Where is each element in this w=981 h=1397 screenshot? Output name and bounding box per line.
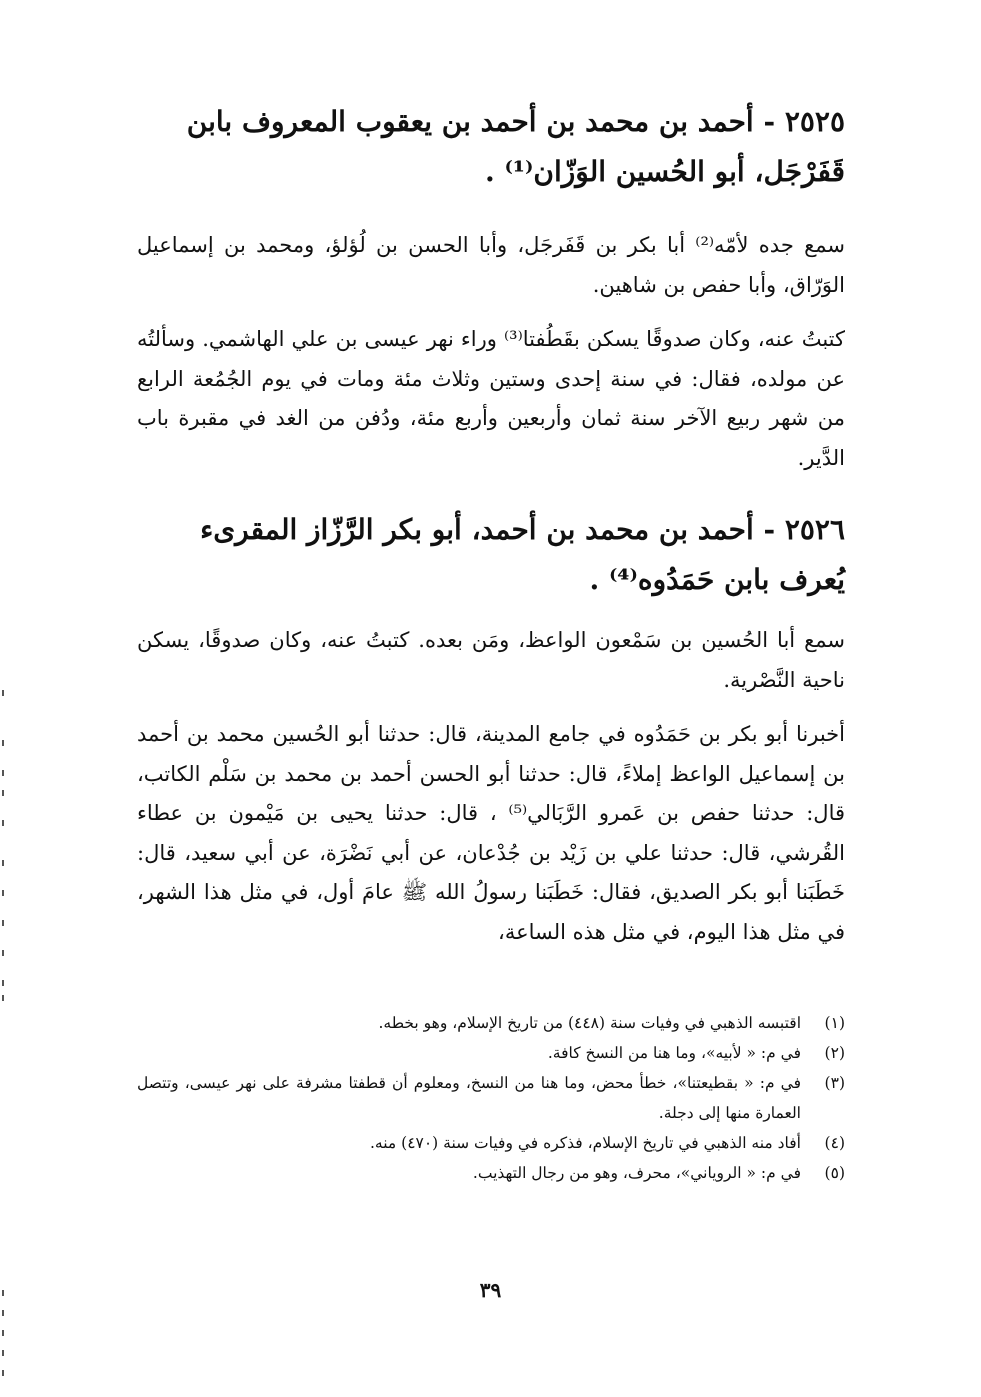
footnote-3 <box>137 1068 845 1128</box>
entry-2526-heading <box>137 505 845 605</box>
scan-mark <box>2 1310 4 1316</box>
footnote-text: أفاد منه الذهبي في تاريخ الإسلام، فذكره في وفيات سنة (٤٧٠) منه. <box>369 1134 801 1152</box>
footnote-number: (٣) <box>824 1074 845 1092</box>
entry-2525-heading-line1: ٢٥٢٥ - أحمد بن محمد بن أحمد بن يعقوب المعروف بابن <box>186 105 845 138</box>
scan-mark <box>2 920 4 926</box>
footnote-number: (١) <box>824 1014 845 1032</box>
scan-mark <box>2 950 4 956</box>
footnote-1 <box>137 1008 845 1038</box>
scan-mark <box>2 860 4 866</box>
entry-2525-heading <box>137 97 845 197</box>
scan-mark <box>2 740 4 746</box>
scan-mark <box>2 690 4 696</box>
page-number: ٣٩ <box>479 1278 502 1302</box>
scan-mark <box>2 790 4 796</box>
entry-2526-paragraph-1: سمع أبا الحُسين بن سَمْعون الواعظ، ومَن بعده. كتبتُ عنه، وكان صدوقًا، يسكن ناحية النَّصْرية. <box>137 628 845 692</box>
scan-mark <box>2 1290 4 1296</box>
entry-2526-paragraph-2: أخبرنا أبو بكر بن حَمَدُوه في جامع المدينة، قال: حدثنا أبو الحُسين محمد بن أحمد بن إسماعيل الواعظ إملاءً، قال: حدثنا أبو الحسن أحمد بن محمد بن سَلْم الكاتب، قال: حدثنا حفص بن عَمرو الرَّبَالي⁽⁵⁾ ، قال: حدثنا يحيى بن مَيْمون بن عطاء القُرشي، قال: حدثنا علي بن زَيْد بن جُدْعان، عن أبي نَضْرَة، عن أبي سعيد، قال: خَطَبَنا أبو بكر الصديق، فقال: خَطَبَنا رسولُ الله ﷺ عامَ أول، في مثل هذا الشهر، في مثل هذا اليوم، في مثل هذه الساعة، <box>137 722 846 944</box>
entry-2525-paragraph-1: سمع جده لأمّه⁽²⁾ أبا بكر بن قَفَرجَل، وأبا الحسن بن لُؤلؤ، ومحمد بن إسماعيل الوَرّاق، وأبا حفص بن شاهين. <box>137 233 845 297</box>
footnote-number: (٤) <box>824 1134 845 1152</box>
footnote-number: (٢) <box>824 1044 845 1062</box>
scan-margin-marks <box>2 690 6 1390</box>
footnote-text: في م: « لأبيه»، وما هنا من النسخ كافة. <box>547 1044 801 1062</box>
footnote-number: (٥) <box>824 1164 845 1182</box>
footnotes <box>137 1008 845 1188</box>
entry-2526-heading-line1: ٢٥٢٦ - أحمد بن محمد بن أحمد، أبو بكر الرَّزّاز المقرىء <box>200 513 845 546</box>
footnote-5 <box>137 1158 845 1188</box>
scan-mark <box>2 820 4 826</box>
footnote-4 <box>137 1128 845 1158</box>
footnote-text: في م: « الروياني»، محرف، وهو من رجال التهذيب. <box>472 1164 801 1182</box>
footnote-2 <box>137 1038 845 1068</box>
footnote-text: اقتبسه الذهبي في وفيات سنة (٤٤٨) من تاريخ الإسلام، وهو بخطه. <box>378 1014 801 1032</box>
scan-mark <box>2 890 4 896</box>
scan-mark <box>2 1330 4 1336</box>
scan-mark <box>2 995 4 1001</box>
scan-mark <box>2 1370 4 1376</box>
entry-2525-heading-line2: قَفَرْجَل، أبو الحُسين الوَزّان⁽¹⁾ . <box>484 155 845 188</box>
entry-2526-heading-line2: يُعرف بابن حَمَدُوه⁽⁴⁾ . <box>589 563 845 596</box>
footnote-text: في م: « بقطيعتنا»، خطأ محض، وما هنا من النسخ، ومعلوم أن قطفتا مشرفة على نهر عيسى، وتتصل العمارة منها إلى دجلة. <box>137 1074 801 1122</box>
scan-mark <box>2 770 4 776</box>
scan-mark <box>2 980 4 986</box>
entry-2525-paragraph-2: كتبتُ عنه، وكان صدوقًا يسكن بقَطُفتا⁽³⁾ وراء نهر عيسى بن علي الهاشمي. وسألتُه عن مولده، فقال: في سنة إحدى وستين وثلاث مئة ومات في يوم الجُمُعة الرابع من شهر ربيع الآخر سنة ثمان وأربعين وأربع مئة، ودُفن من الغد في مقبرة باب الدَّير. <box>137 327 845 470</box>
scan-mark <box>2 1350 4 1356</box>
